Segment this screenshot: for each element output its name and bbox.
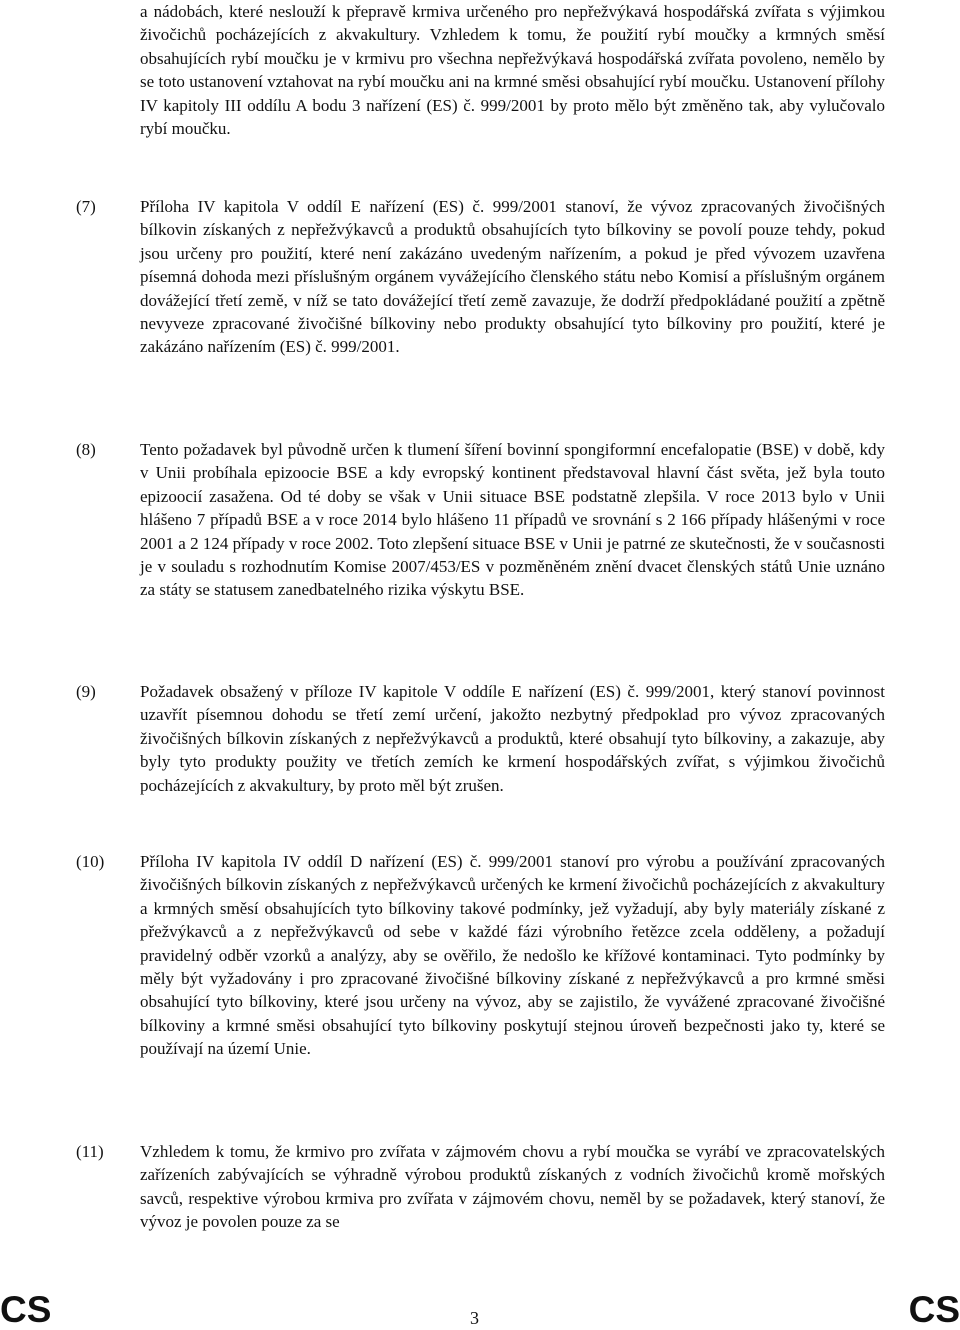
paragraph-text: Vzhledem k tomu, že krmivo pro zvířata v zájmovém chovu a rybí moučka se vyrábí ve zpracovatelských zařízeních zabývajících se výhradně výrobou produktů získaných z vodních živočichů kromě mořských savců, respektive výrobou krmiva pro zvířata v zájmovém chovu, neměl by se požadavek, který stanoví, že vývoz je povolen pouze za se	[140, 1142, 885, 1232]
paragraph-number: (11)	[76, 1142, 104, 1161]
footer-language-right: CS	[908, 1289, 960, 1330]
paragraph-8	[76, 438, 885, 602]
paragraph-number: (9)	[76, 682, 96, 701]
paragraph-text: Tento požadavek byl původně určen k tlumení šíření bovinní spongiformní encefalopatie (BSE) v době, kdy v Unii probíhala epizoocie BSE a kdy evropský kontinent představoval hlavní část světa, jež byla touto epizoocií zasažena. Od té doby se však v Unii situace BSE podstatně zlepšila. V roce 2013 bylo v Unii hlášeno 7 případů BSE a v roce 2014 bylo hlášeno 11 případů ve srovnání s 2 166 případy hlášenými v roce 2001 a 2 124 případy v roce 2002. Toto zlepšení situace BSE v Unii je patrné ze skutečnosti, že v současnosti je v souladu s rozhodnutím Komise 2007/453/ES v pozměněném znění dvacet členských států Unie uznáno za státy se statusem zanedbatelného rizika výskytu BSE.	[140, 440, 885, 600]
paragraph-text: Příloha IV kapitola V oddíl E nařízení (ES) č. 999/2001 stanoví, že vývoz zpracovaných živočišných bílkovin získaných z nepřežvýkavců a produktů obsahujících tyto bílkoviny se povolí pouze tehdy, pokud jsou určeny pro použití, které není zakázáno uvedeným nařízením, a pokud je před vývozem uzavřena písemná dohoda mezi příslušným orgánem vyvážejícího členského státu nebo Komisí a příslušným orgánem dovážející třetí země, v níž se tato dovážející třetí země zavazuje, že dodrží předpokládané použití a zpětně nevyveze zpracované živočišné bílkoviny nebo produkty obsahující tyto bílkoviny pro použití, které je zakázáno nařízením (ES) č. 999/2001.	[140, 197, 885, 357]
continuation-text: a nádobách, které neslouží k přepravě krmiva určeného pro nepřežvýkavá hospodářská zvířata s výjimkou živočichů pocházejících z akvakultury. Vzhledem k tomu, že použití rybí moučky a krmných směsí obsahujících rybí moučku je v krmivu pro všechna nepřežvýkavá hospodářská zvířata povoleno, nemělo by se toto ustanovení vztahovat na rybí moučku ani na krmné směsi obsahující rybí moučku. Ustanovení přílohy IV kapitoly III oddílu A bodu 3 nařízení (ES) č. 999/2001 by proto mělo být změněno tak, aby vylučovalo rybí moučku.	[140, 2, 885, 139]
paragraph-text: Požadavek obsažený v příloze IV kapitole V oddíle E nařízení (ES) č. 999/2001, který stanoví povinnost uzavřít písemnou dohodu se třetí zemí určení, jakožto nezbytný předpoklad pro vývoz zpracovaných živočišných bílkovin získaných z nepřežvýkavců a produktů, které obsahují tyto bílkoviny, a zakazuje, aby byly tyto produkty použity ve třetích zemích ke krmení hospodářských zvířat, s výjimkou živočichů pocházejících z akvakultury, by proto měl být zrušen.	[140, 682, 885, 795]
paragraph-9	[76, 680, 885, 797]
paragraph-7	[76, 195, 885, 359]
paragraph-11	[76, 1140, 885, 1234]
paragraph-10	[76, 850, 885, 1061]
footer-language-left: CS	[0, 1289, 52, 1330]
paragraph-text: Příloha IV kapitola IV oddíl D nařízení (ES) č. 999/2001 stanoví pro výrobu a používání zpracovaných živočišných bílkovin získaných z nepřežvýkavců určených ke krmení živočichů pocházejících z akvakultury a krmných směsí obsahujících tyto bílkoviny takové podmínky, jež vyžadují, aby byly materiály získané z přežvýkavců a z nepřežvýkavců od sebe v každé fázi výrobního řetězce zcela odděleny, a požadují pravidelný odběr vzorků a analýzy, aby se ověřilo, že nedošlo ke křížové kontaminaci. Tyto podmínky by měly být vyžadovány i pro zpracované živočišné bílkoviny získané z nepřežvýkavců a pro krmné směsi obsahující tyto bílkoviny, které jsou určeny na vývoz, aby se zajistilo, že vyvážené zpracované živočišné bílkoviny a krmné směsi obsahující tyto bílkoviny poskytují stejnou úroveň bezpečnosti jako ty, které se používají na území Unie.	[140, 852, 885, 1059]
page-number: 3	[470, 1308, 479, 1328]
paragraph-number: (7)	[76, 197, 96, 216]
paragraph-number: (10)	[76, 852, 105, 871]
paragraph-number: (8)	[76, 440, 96, 459]
